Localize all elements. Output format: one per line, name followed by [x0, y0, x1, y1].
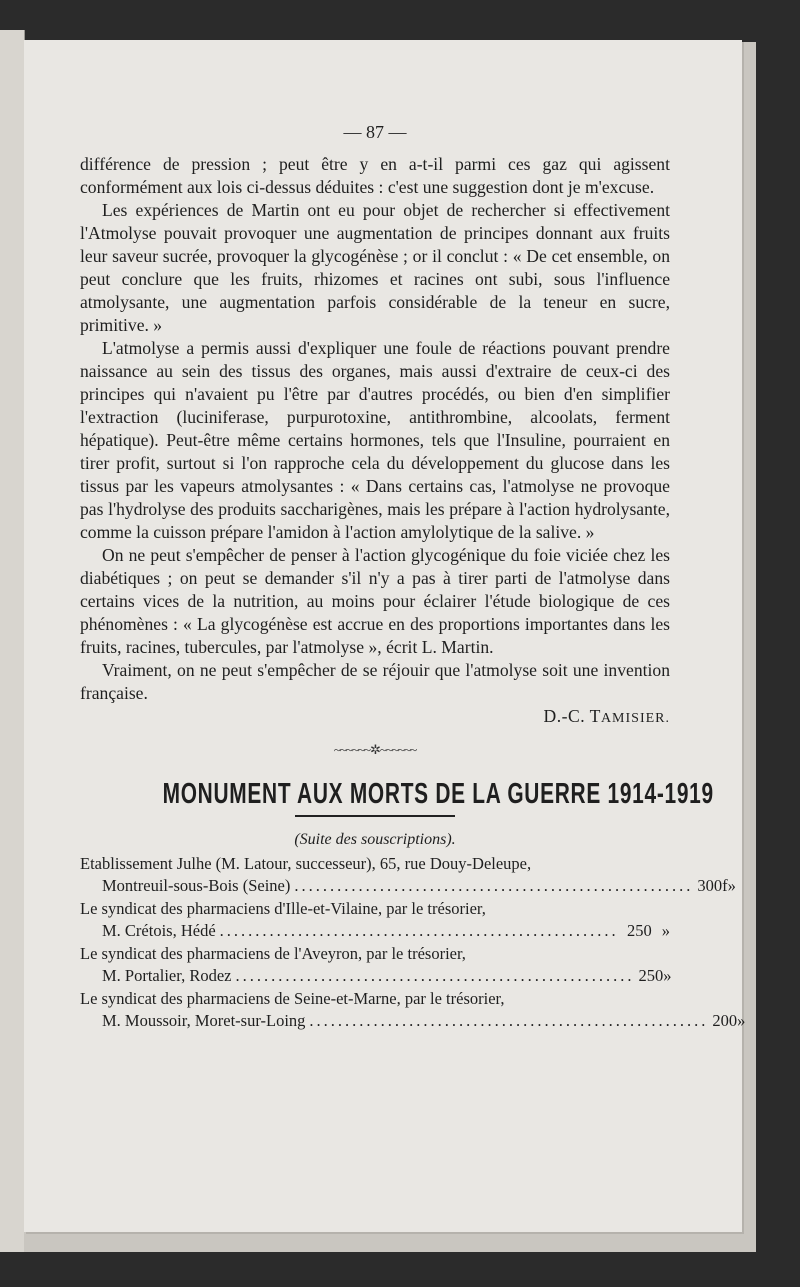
- subscription-entry: Le syndicat des pharmaciens de Seine-et-Marne, par le trésorier, M. Moussoir, Moret-sur-Loing ........................................................ 200 »: [80, 988, 746, 1030]
- closing-paragraph: Vraiment, on ne peut s'empêcher de se réjouir que l'atmolyse soit une invention française.: [80, 660, 670, 703]
- page-content: [80, 122, 746, 1033]
- title-underline: [295, 815, 455, 817]
- author-signature: D.-C. TAMISIER.: [543, 706, 670, 726]
- paragraph-2: Les expériences de Martin ont eu pour objet de rechercher si effectivement l'Atmolyse pouvait provoquer une augmentation de principes donnant aux fruits leur saveur sucrée, provoquer la glycogénèse ; or il conclut : « De cet ensemble, on peut conclure que les fruits, rhizomes et racines ont subi, sous l'influence atmolysante, une augmentation parfois considérable de la teneur en sucre, primitive. »: [80, 200, 670, 335]
- subscription-entry: Le syndicat des pharmaciens de l'Aveyron, par le trésorier, M. Portalier, Rodez ........................................................ 250 »: [80, 943, 672, 985]
- page-number: — 87 —: [343, 122, 407, 142]
- section-subtitle: (Suite des souscriptions).: [294, 830, 456, 848]
- article-body: [80, 153, 670, 730]
- subscription-entry: Etablissement Julhe (M. Latour, successeur), 65, rue Douy-Deleupe, Montreuil-sous-Bois (Seine) ........................................................ 300f »: [80, 853, 736, 895]
- section-ornament: ~~~~~~✲~~~~~~: [333, 742, 417, 757]
- subscription-entry: Le syndicat des pharmaciens d'Ille-et-Vilaine, par le trésorier, M. Crétois, Hédé ........................................................ 250 »: [80, 898, 670, 940]
- paragraph-4: On ne peut s'empêcher de penser à l'action glycogénique du foie viciée chez les diabétiques ; on peut se demander s'il n'y a pas à tirer parti de l'atmolyse dans certains vices de la nutrition, au moins pour éclairer l'étude biologique de ces phénomènes : « La glycogénèse est accrue en des proportions importantes dans les fruits, racines, tubercules, par l'atmolyse », écrit L. Martin.: [80, 545, 670, 657]
- facing-page-edge: [0, 30, 25, 1252]
- book-page: [24, 40, 746, 1232]
- paragraph-3: L'atmolyse a permis aussi d'expliquer une foule de réactions pouvant prendre naissance au sein des tissus des organes, mais aussi d'extraire de ceux-ci des principes qui n'avaient pu l'être par d'autres procédés, ou bien d'en simplifier l'extraction (luciniferase, purpurotoxine, antithrombine, alcoolats, ferment hépatique). Peut-être même certains hormones, tels que l'Insuline, pourraient en tirer profit, surtout si l'on rapproche cela du développement du glucose dans les tissus par les vapeurs atmolysantes : « Dans certains cas, l'atmolyse ne provoque pas l'hydrolyse des produits saccharigènes, mais les prépare à l'action hydrolysante, comme la cuisson prépare l'amidon à l'action amylolytique de la salive. »: [80, 338, 670, 542]
- section-title: MONUMENT AUX MORTS DE LA GUERRE 1914-1919: [162, 778, 714, 810]
- signature-line: [80, 705, 670, 730]
- paragraph-1: différence de pression ; peut être y en a-t-il parmi ces gaz qui agissent conformément aux lois ci-dessus déduites : c'est une suggestion dont je m'excuse.: [80, 154, 670, 197]
- subscription-list: [80, 853, 746, 1033]
